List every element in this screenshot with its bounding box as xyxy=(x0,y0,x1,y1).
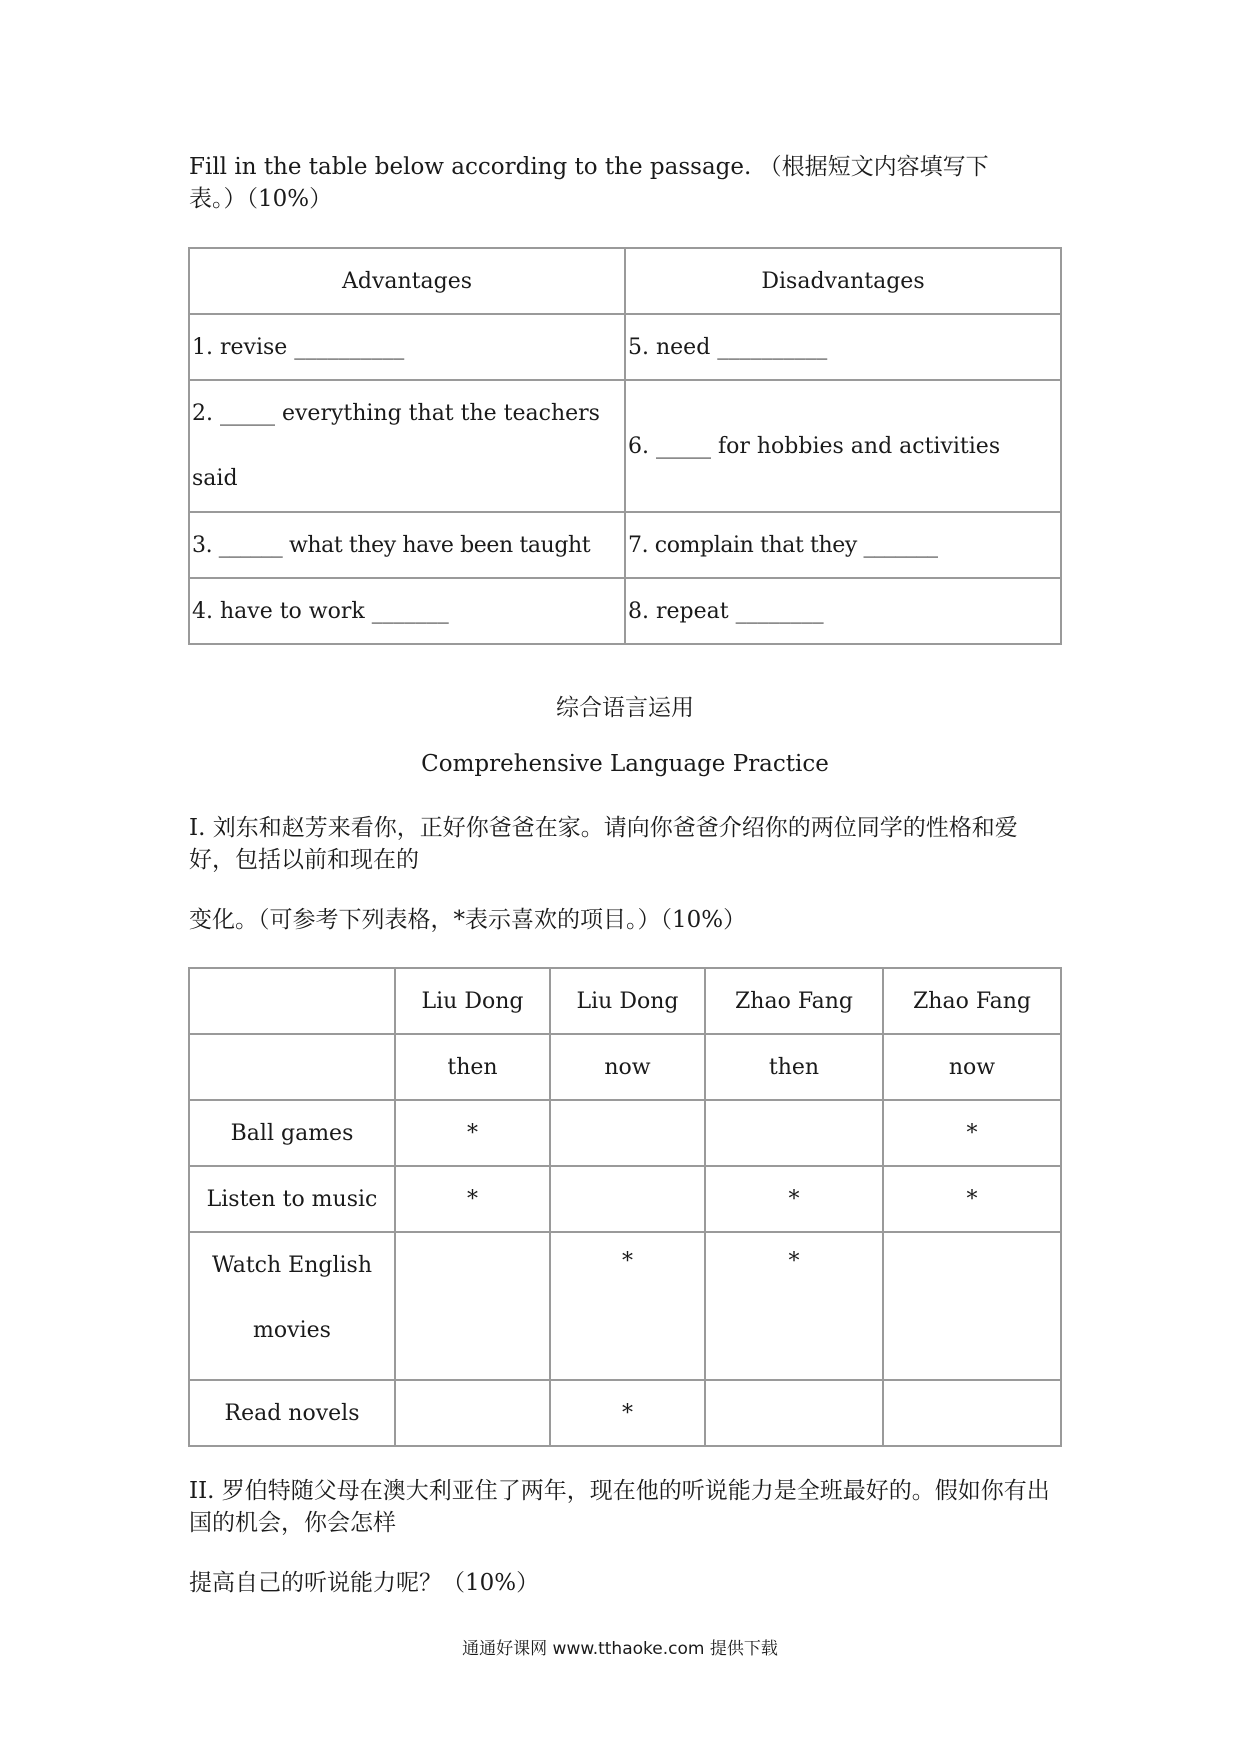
table-cell: 4. have to work _______ xyxy=(189,578,625,644)
table-cell: 7. complain that they _______ xyxy=(625,512,1061,578)
table-cell: 6. _____ for hobbies and activities xyxy=(625,380,1061,512)
column-header: Zhao Fang xyxy=(705,968,883,1034)
table-row xyxy=(189,578,1061,644)
page-footer: 通通好课网 www.tthaoke.com 提供下载 xyxy=(462,1639,778,1659)
row-label: Ball games xyxy=(189,1100,395,1166)
table-header-row xyxy=(189,1034,1061,1100)
column-header: Liu Dong xyxy=(395,968,550,1034)
section-title-cn: 综合语言运用 xyxy=(556,695,694,721)
task2-prompt: II. 罗伯特随父母在澳大利亚住了两年，现在他的听说能力是全班最好的。假如你有出国的机会，你会怎样 xyxy=(189,1478,1050,1536)
table-cell xyxy=(189,1034,395,1100)
advantages-table xyxy=(188,247,1062,645)
table-row xyxy=(189,380,1061,512)
column-subheader: now xyxy=(883,1034,1061,1100)
column-subheader: then xyxy=(395,1034,550,1100)
star-mark: * xyxy=(705,1166,883,1232)
star-mark xyxy=(550,1100,705,1166)
task1-prompt: I. 刘东和赵芳来看你，正好你爸爸在家。请向你爸爸介绍你的两位同学的性格和爱好，包括以前和现在的 xyxy=(189,815,1018,873)
header-disadvantages: Disadvantages xyxy=(625,248,1061,314)
star-mark xyxy=(705,1100,883,1166)
intro-line-1: Fill in the table below according to the passage. （根据短文内容填写下 xyxy=(189,154,989,180)
star-mark xyxy=(883,1380,1061,1446)
row-label: Watch English movies xyxy=(189,1232,395,1380)
column-subheader: now xyxy=(550,1034,705,1100)
table-cell: 2. _____ everything that the teachers said xyxy=(189,380,625,512)
table-row xyxy=(189,1380,1061,1446)
star-mark xyxy=(395,1380,550,1446)
table-cell: 8. repeat ________ xyxy=(625,578,1061,644)
star-mark: * xyxy=(395,1100,550,1166)
star-mark: * xyxy=(395,1166,550,1232)
table-cell: 3. ______ what they have been taught xyxy=(189,512,625,578)
table-cell xyxy=(189,968,395,1034)
table-row xyxy=(189,314,1061,380)
star-mark xyxy=(883,1232,1061,1380)
table-header-row xyxy=(189,968,1061,1034)
star-mark xyxy=(395,1232,550,1380)
intro-line-2: 表。）（10%） xyxy=(189,186,333,212)
column-header: Zhao Fang xyxy=(883,968,1061,1034)
hobbies-table xyxy=(188,967,1062,1447)
star-mark: * xyxy=(883,1166,1061,1232)
column-header: Liu Dong xyxy=(550,968,705,1034)
star-mark xyxy=(705,1380,883,1446)
header-advantages: Advantages xyxy=(189,248,625,314)
table-row xyxy=(189,1166,1061,1232)
row-label: Read novels xyxy=(189,1380,395,1446)
star-mark: * xyxy=(550,1380,705,1446)
table-row xyxy=(189,512,1061,578)
star-mark: * xyxy=(550,1232,705,1380)
row-label: Listen to music xyxy=(189,1166,395,1232)
table-row xyxy=(189,1232,1061,1380)
table-cell: 1. revise __________ xyxy=(189,314,625,380)
task2-prompt-cont: 提高自己的听说能力呢？（10%） xyxy=(189,1570,540,1596)
star-mark: * xyxy=(883,1100,1061,1166)
table-header-row xyxy=(189,248,1061,314)
star-mark: * xyxy=(705,1232,883,1380)
column-subheader: then xyxy=(705,1034,883,1100)
task1-prompt-cont: 变化。（可参考下列表格，*表示喜欢的项目。）（10%） xyxy=(189,907,747,933)
table-cell: 5. need __________ xyxy=(625,314,1061,380)
star-mark xyxy=(550,1166,705,1232)
table-row xyxy=(189,1100,1061,1166)
section-title-en: Comprehensive Language Practice xyxy=(421,751,829,777)
